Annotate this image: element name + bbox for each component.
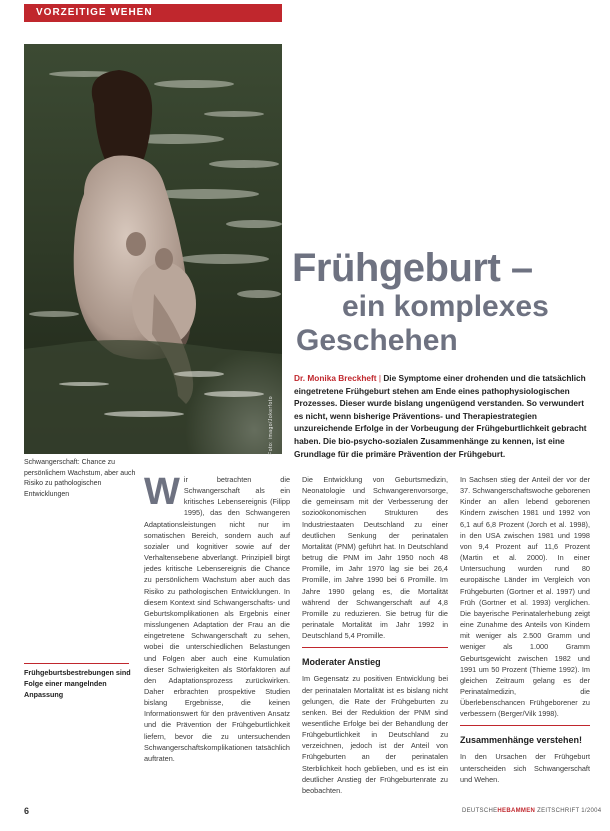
column-2-text-a: Die Entwicklung von Geburtsmedizin, Neonatologie und Schwangerenvorsorge, die gemeinsam mit der Verbesserung der sozioökonomischen Strukturen des Industriestaaten Deutschland zu einer deutlichen Senkung der perinatalen Mortalität (PNM) geführt hat. In Deutschland betrug die PNM im Jahr 1950 noch 48 Promille, im Jahr 1970 lag sie bei 26,4 Promille, im Jahre 1990 bei 6 Promille. Im Jahre 1990 gelang es, die Mortalität während der Schwangerschaft auf 4,8 Promille zu reduzieren. Sie betrug für die perinatale Mortalität im Jahr 1992 in Deutschland 5,4 Promille. [302, 475, 448, 641]
journal-prefix: DEUTSCHE [462, 808, 498, 814]
section-title: VORZEITIGE WEHEN [36, 7, 153, 18]
headline-line-2: ein komplexes [342, 290, 549, 323]
body-column-1 [144, 471, 290, 764]
lead-separator: | [378, 373, 381, 383]
column-1-text: ir betrachten die Schwangerschaft als ein kritisches Lebensereignis (Filipp 1995), das den Schwangeren Adaptationsleistungen nicht nur im somatischen Bereich, sondern auch auf sozialer und kognitiver sowie auf der Verhaltensebene abverlangt. Prinzipiell birgt jedes kritische Lebensereignis die Chance zu persönlichem Wachstum aber auch das Risiko zu pathologischen Entwicklungen. In diesem Kontext sind Schwangerschafts- und Geburtskomplikationen als Ergebnis einer misslungenen Adaptation der Frau an die eingetretene Schwangerschaft zu sehen, wobei die unterschiedlichen Belastungen und Folgen aber auch eine Kumulation dieser Schwierigkeiten als Störfaktoren auf den Adaptationsprozess zurückwirken. Daher erbrachten prospektive Studien bislang Ergebnisse, die keinen Informationswert für den präventiven Ansatz und die Prävention der Frühgeburtlichkeit liefern, bevor die zu untersuchenden Schwangerschaftskomplikationen tatsächlich auftraten. [144, 475, 290, 763]
sidebar-pull-quote: Frühgeburtsbestrebungen sind Folge einer mangelnden Anpassung [24, 668, 131, 699]
column-2-text-b: Im Gegensatz zu positiven Entwicklung bei der perinatalen Mortalität ist es bislang nicht gelungen, die Rate der Frühgeburten zu senken. Bei der Reduktion der PNM sind wesentliche Erfolge bei der Behandlung der Frühgeburtlichkeit in Deutschland zu verzeichnen, jedoch ist der Anteil von Frühgeburten an der perinatalen Sterblichkeit hoch geblieben, und es ist ein deutlicher Anstieg der Frühgeburtenrate zu beobachten. [302, 674, 448, 795]
headline-line-1: Frühgeburt – [292, 246, 533, 290]
journal-suffix: ZEITSCHRIFT 1/2004 [537, 808, 602, 814]
lead-text: Die Symptome einer drohenden und die tatsächlich eingetretene Frühgeburt stehen am Ende eines pathophysiologischen Prozesses. Dieser wurde bislang ungenügend verstanden. So verwundert es nicht, wenn bisherige Präventions- und Therapiestrategien unzureichende Erfolge in der Vorbeugung der Frühgeburtlichkeit gebracht haben. Die bio-psycho-sozialen Zusammenhänge zu kennen, ist eine Grundlage für die primäre Prävention der Frühgeburt. [294, 373, 587, 459]
journal-footer [462, 808, 601, 814]
author-name: Dr. Monika Breckheft [294, 373, 377, 383]
subhead-moderater-anstieg: Moderater Anstieg [302, 657, 381, 668]
article-headline [292, 248, 592, 356]
body-column-3 [460, 474, 590, 785]
body-column-2 [302, 474, 448, 796]
page-number: 6 [24, 806, 30, 816]
headline-line-3: Geschehen [296, 324, 458, 357]
subhead-zusammenhaenge: Zusammenhänge verstehen! [460, 735, 583, 746]
photo-caption: Schwangerschaft: Chance zu persönlichem Wachstum, aber auch Risiko zu pathologischen Entwicklungen [24, 459, 136, 498]
subhead-rule [302, 647, 448, 648]
journal-accent: HEBAMMEN [497, 808, 536, 814]
column-3-text-b: In den Ursachen der Frühgeburt unterscheiden sich Schwangerschaft und Wehen. [460, 752, 590, 784]
article-lead [294, 372, 590, 460]
drop-cap: W [144, 471, 180, 513]
cover-photo [24, 44, 282, 454]
sidebar-rule [24, 663, 129, 664]
photo-credit: Foto: imago/Jokerfoto [268, 396, 274, 455]
column-3-text-a: In Sachsen stieg der Anteil der vor der 37. Schwangerschaftswoche geborenen Kinder an allen lebend geborenen Kindern zwischen 1981 und 1992 von 6,1 auf 6,8 Prozent (Jorch et al. 1998), in den USA zwischen 1981 und 1998 von 9,4 Prozent auf 11,6 Prozent (Martin et al. 2000). In einer Untersuchung wurden rund 80 europäische Länder im Vergleich von Frühgeburten (Gortner et al. 1997) und Früh (Gortner et al. 1993) verglichen. Die bayerische Perinatalerhebung zeigt eine Zunahme des Anteils von Kindern mit weniger als 2.500 Gramm und weniger als 1.000 Gramm Geburtsgewicht zwischen 1982 und 1991 um 50 Prozent (Thieme 1992). Im gleichen Zeitraum gelang es der Perinatalmedizin, die Überlebenschancen Frühgeborener zu verbessern (Berger/Vilk 1998). [460, 475, 590, 719]
photo-illustration [24, 44, 282, 454]
subhead-rule [460, 725, 590, 726]
